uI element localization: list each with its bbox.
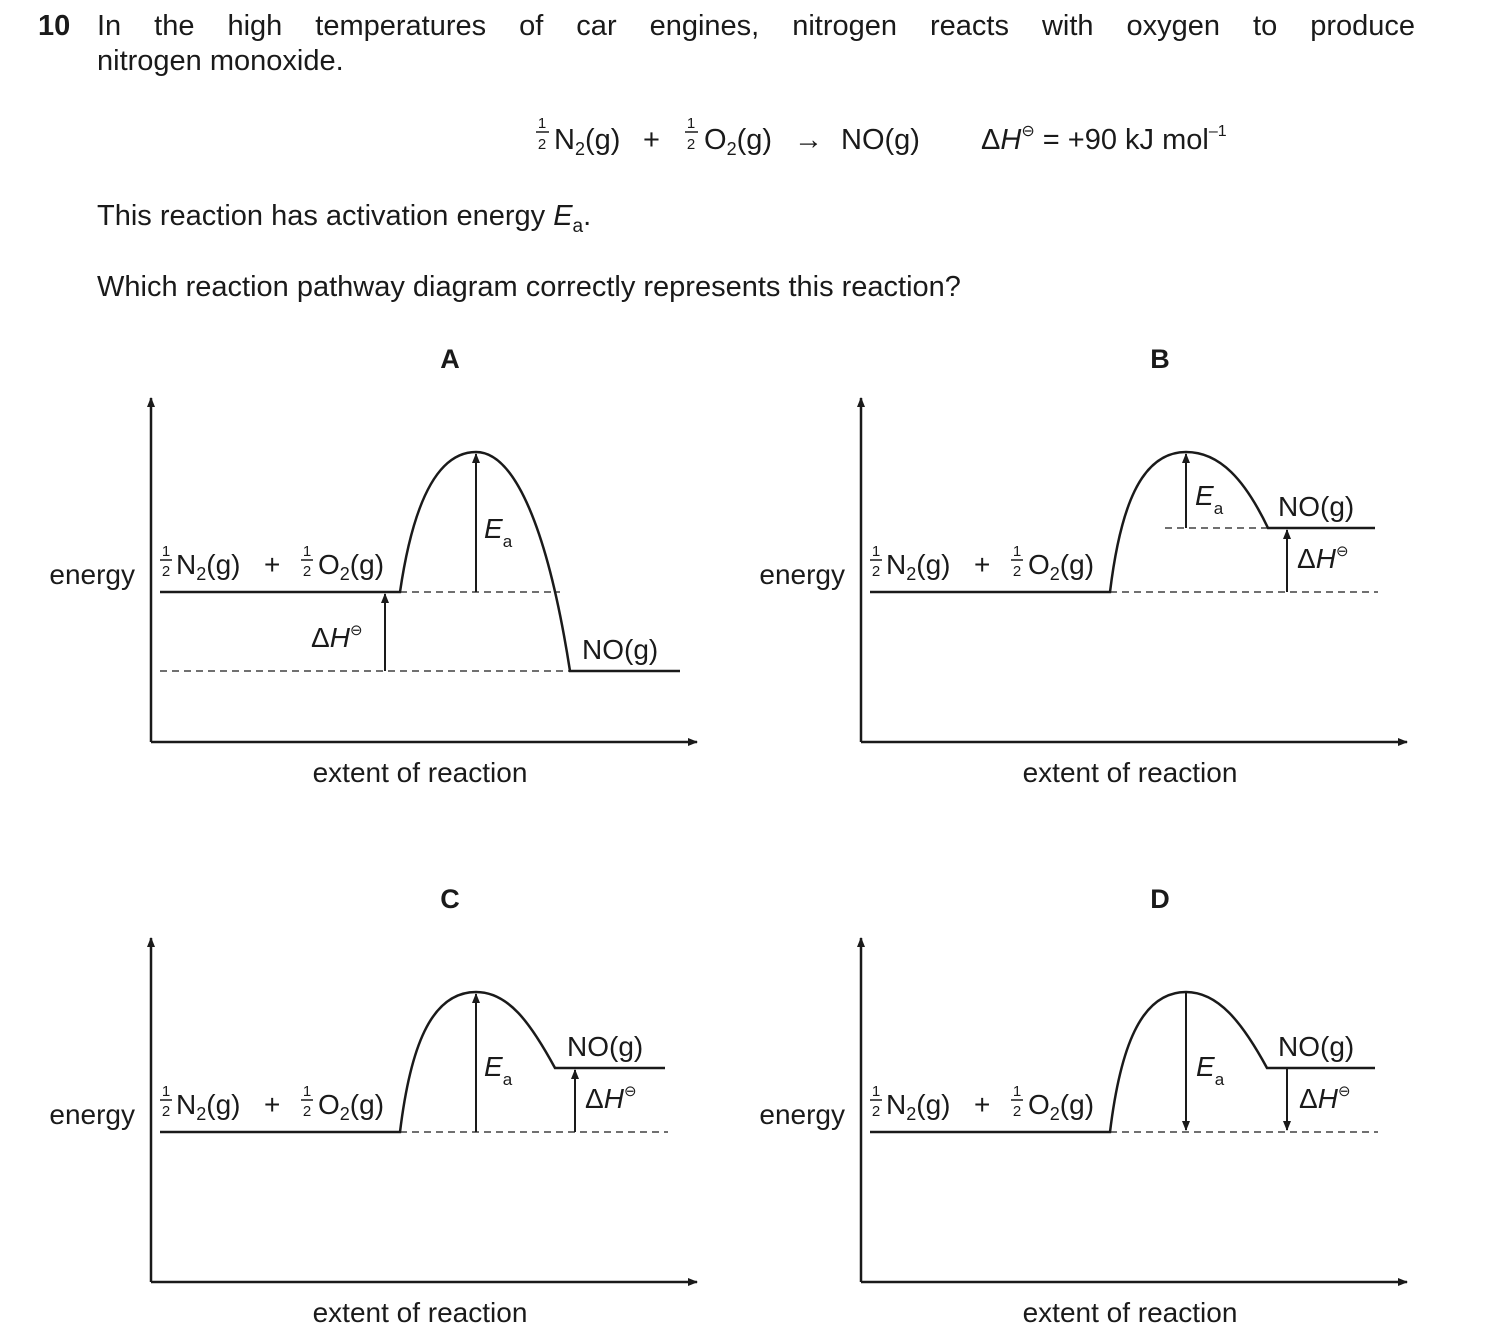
- eq-n2-sub: 2: [574, 139, 585, 159]
- eq-dh-h: H: [1000, 124, 1022, 156]
- dh-label: ΔH⊖: [311, 622, 363, 653]
- svg-text:2: 2: [302, 563, 312, 580]
- eq-half-den-1: 2: [537, 136, 547, 153]
- option-a-diagram[interactable]: [0, 330, 740, 810]
- svg-text:O2(g): $O_2(g)$: [1028, 1089, 1095, 1124]
- option-b-diagram[interactable]: [710, 330, 1450, 810]
- svg-text:O2(g): $O_2(g)$: [318, 1089, 385, 1124]
- activation-energy-statement: [97, 200, 591, 238]
- eq-half-den-2: 2: [686, 136, 696, 153]
- activation-sub: a: [572, 215, 584, 237]
- svg-text:2: 2: [871, 563, 881, 580]
- svg-text:N2(g): $N_2(g)$: [886, 1089, 951, 1124]
- product-label: NO(g): [567, 1031, 644, 1062]
- reactants-label: [160, 543, 384, 584]
- x-axis-label: extent of reaction: [312, 1297, 528, 1328]
- question-stem-line-1: In the high temperatures of car engines, nitrogen reacts with oxygen to produce: [97, 10, 1415, 42]
- question-stem-line-2: nitrogen monoxide.: [97, 45, 344, 77]
- svg-text:1: 1: [871, 1083, 881, 1100]
- svg-text:O2(g): $O_2(g)$: [1028, 549, 1095, 584]
- svg-text:1: 1: [161, 1083, 171, 1100]
- option-d-diagram[interactable]: [710, 870, 1450, 1337]
- option-c-letter: C: [440, 884, 460, 914]
- svg-text:N2(g): $N_2(g)$: [176, 1089, 241, 1124]
- eq-dh-delta: Δ: [981, 124, 1001, 156]
- svg-text:+: +: [974, 549, 991, 580]
- svg-text:2: 2: [1012, 563, 1022, 580]
- svg-text:1: 1: [871, 543, 881, 560]
- svg-text:1: 1: [1012, 543, 1022, 560]
- svg-text:N2(g): $N_2(g)$: [176, 549, 241, 584]
- svg-text:2: 2: [1012, 1103, 1022, 1120]
- dh-label: ΔH⊖: [1299, 1083, 1351, 1114]
- eq-product: NO(g): [841, 124, 920, 156]
- svg-text:N2(g): $N_2(g)$: [886, 549, 951, 584]
- eq-dh-sup: ⊖: [1021, 123, 1035, 140]
- ea-label: $E_a$: [484, 513, 513, 551]
- svg-text:1: 1: [1012, 1083, 1022, 1100]
- eq-arrow: →: [794, 124, 823, 156]
- product-label: NO(g): [582, 634, 659, 665]
- activation-symbol: E: [553, 200, 573, 232]
- reactants-label: [870, 543, 1094, 584]
- question-number: 10: [38, 10, 71, 42]
- ea-label: $E_a$: [1195, 480, 1224, 518]
- activation-end: .: [583, 200, 592, 232]
- y-axis-label: energy: [49, 559, 135, 590]
- eq-dh-value: = +90 kJ mol: [1034, 124, 1209, 156]
- x-axis-label: extent of reaction: [312, 757, 528, 788]
- option-c-diagram[interactable]: [0, 870, 740, 1337]
- svg-text:+: +: [974, 1089, 991, 1120]
- svg-text:ΔH⊖ = +90 kJ mol–1: [981, 123, 1227, 156]
- eq-n2: N: [554, 124, 575, 156]
- eq-half-num-2: 1: [686, 115, 696, 132]
- svg-text:+: +: [264, 549, 281, 580]
- product-label: NO(g): [1278, 491, 1355, 522]
- eq-o2-sub: 2: [726, 139, 737, 159]
- eq-plus: +: [643, 124, 660, 156]
- option-a-letter: A: [440, 344, 460, 374]
- svg-text:N2(g): [554, 124, 620, 159]
- svg-text:2: 2: [871, 1103, 881, 1120]
- x-axis-label: extent of reaction: [1022, 757, 1238, 788]
- y-axis-label: energy: [759, 1099, 845, 1130]
- product-label: NO(g): [1278, 1031, 1355, 1062]
- svg-text:O2(g): [704, 124, 772, 159]
- reactants-label: [870, 1083, 1094, 1124]
- eq-o2-state: (g): [736, 124, 773, 156]
- eq-n2-state: (g): [584, 124, 621, 156]
- ea-label: $E_a$: [484, 1051, 513, 1089]
- dh-label: ΔH⊖: [585, 1083, 637, 1114]
- svg-text:2: 2: [161, 1103, 171, 1120]
- svg-text:1: 1: [302, 543, 312, 560]
- reaction-equation: [536, 115, 1227, 159]
- ea-label: $E_a$: [1196, 1051, 1225, 1089]
- svg-text:1: 1: [161, 543, 171, 560]
- x-axis-label: extent of reaction: [1022, 1297, 1238, 1328]
- svg-text:2: 2: [302, 1103, 312, 1120]
- dh-label: ΔH⊖: [1297, 543, 1349, 574]
- option-b-letter: B: [1150, 344, 1170, 374]
- eq-dh-exp: –1: [1208, 123, 1227, 140]
- svg-text:1: 1: [302, 1083, 312, 1100]
- y-axis-label: energy: [759, 559, 845, 590]
- eq-o2: O: [704, 124, 727, 156]
- svg-text:O2(g): $O_2(g)$: [318, 549, 385, 584]
- option-d-letter: D: [1150, 884, 1170, 914]
- question-prompt: Which reaction pathway diagram correctly represents this reaction?: [97, 271, 961, 303]
- svg-text:+: +: [264, 1089, 281, 1120]
- reactants-label: [160, 1083, 384, 1124]
- svg-text:2: 2: [161, 563, 171, 580]
- eq-half-num-1: 1: [537, 115, 547, 132]
- activation-text: This reaction has activation energy: [97, 200, 554, 232]
- y-axis-label: energy: [49, 1099, 135, 1130]
